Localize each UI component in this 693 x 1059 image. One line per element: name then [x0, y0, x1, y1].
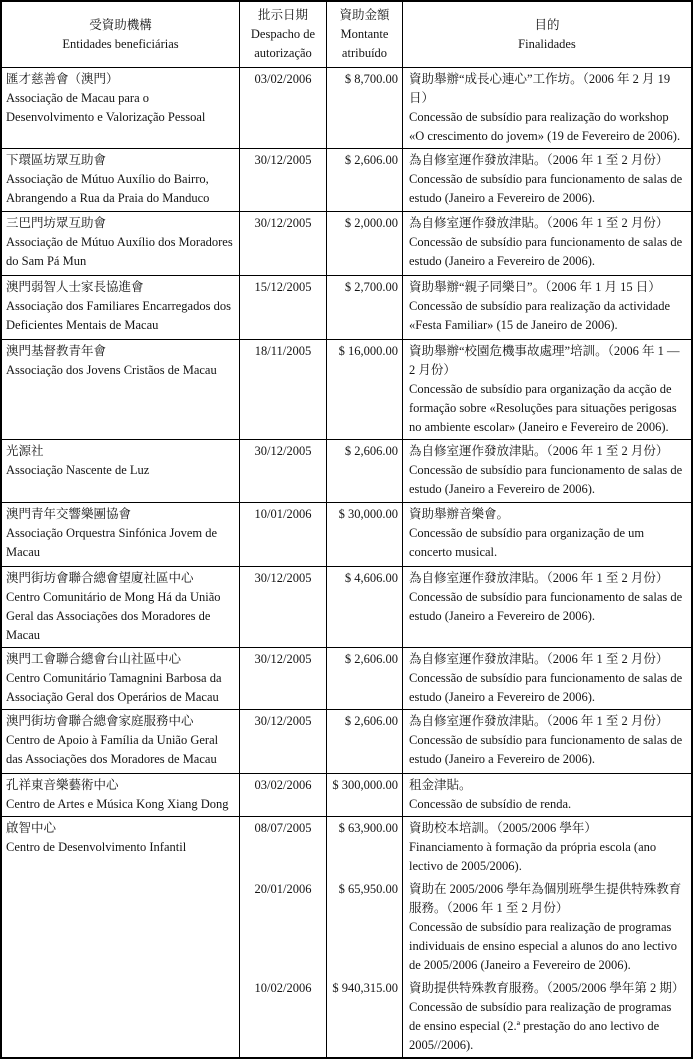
purpose-cell: [403, 440, 691, 502]
entity-name-pt: Associação de Mútuo Auxílio dos Moradores do Sam Pá Mun: [6, 235, 233, 268]
table-row: [2, 211, 691, 275]
entity-cell: [2, 276, 240, 339]
header-date-zh: 批示日期: [257, 8, 308, 22]
authorization-date: 08/07/2005: [240, 817, 327, 878]
entity-name-zh: 澳門青年交響樂團協會: [6, 507, 132, 521]
purpose-cell: [403, 503, 691, 566]
subsidy-amount: $ 65,950.00: [327, 878, 403, 977]
purpose-cell: [403, 276, 691, 339]
purpose-zh: 資助校本培訓。（2005/2006 學年）: [409, 821, 597, 835]
purpose-cell: [403, 878, 691, 977]
purpose-zh: 資助舉辦“成長心連心”工作坊。（2006 年 2 月 19 日）: [409, 72, 671, 105]
entity-name-zh: 澳門基督教青年會: [6, 344, 107, 358]
header-amount-zh: 資助金額: [339, 8, 390, 22]
purpose-pt: Concessão de subsídio de renda.: [409, 797, 572, 811]
purpose-zh: 資助舉辦音樂會。: [409, 507, 510, 521]
subsidy-amount: $ 16,000.00: [327, 340, 403, 439]
header-date-pt: Despacho de autorização: [250, 27, 316, 60]
purpose-zh: 資助在 2005/2006 學年為個別班學生提供特殊教育服務。（2006 年 1 至 2 月份）: [409, 882, 682, 915]
subsidy-entry: [240, 977, 691, 1057]
purpose-cell: [403, 977, 691, 1057]
purpose-pt: Financiamento à formação da própria escola (ano lectivo de 2005/2006).: [409, 840, 657, 873]
header-entity-cell: [2, 2, 240, 67]
table-row: [2, 339, 691, 439]
header-purpose-cell: [403, 2, 691, 67]
entity-name-pt: Centro de Desenvolvimento Infantil: [6, 840, 187, 854]
header-date-cell: [240, 2, 327, 67]
header-amount-pt: Montante atribuído: [340, 27, 389, 60]
entity-name-zh: 匯才慈善會（澳門）: [6, 72, 119, 86]
table-row: [2, 816, 691, 1057]
table-header-row: [2, 2, 691, 67]
purpose-cell: [403, 149, 691, 211]
header-entity-pt: Entidades beneficiárias: [62, 36, 179, 51]
purpose-zh: 為自修室運作發放津貼。（2006 年 1 至 2 月份）: [409, 444, 669, 458]
table-row: [2, 502, 691, 566]
subsidy-amount: $ 63,900.00: [327, 817, 403, 878]
purpose-cell: [403, 340, 691, 439]
authorization-date: 30/12/2005: [240, 710, 327, 773]
purpose-pt: Concessão de subsídio para funcionamento de salas de estudo (Janeiro a Fevereiro de 2006).: [409, 590, 683, 623]
purpose-pt: Concessão de subsídio para organização de um concerto musical.: [409, 526, 645, 559]
entity-name-pt: Associação Nascente de Luz: [6, 463, 150, 477]
entity-cell: [2, 440, 240, 502]
purpose-pt: Concessão de subsídio para realização de programas individuais de ensino especial a alunos do ano lectivo de 2005/2006 (Janeiro a Fevereiro de 2006).: [409, 920, 677, 972]
authorization-date: 30/12/2005: [240, 440, 327, 502]
subsidy-amount: $ 2,700.00: [327, 276, 403, 339]
subsidy-amount: $ 2,000.00: [327, 212, 403, 275]
purpose-cell: [403, 68, 691, 148]
purpose-zh: 資助舉辦“校園危機事故處理”培訓。（2006 年 1 — 2 月份）: [409, 344, 680, 377]
header-entity-zh: 受資助機構: [89, 17, 152, 32]
purpose-zh: 為自修室運作發放津貼。（2006 年 1 至 2 月份）: [409, 216, 669, 230]
purpose-cell: [403, 212, 691, 275]
subsidy-amount: $ 2,606.00: [327, 710, 403, 773]
entity-name-zh: 澳門街坊會聯合總會望廈社區中心: [6, 571, 194, 585]
authorization-date: 20/01/2006: [240, 878, 327, 977]
purpose-pt: Concessão de subsídio para funcionamento de salas de estudo (Janeiro a Fevereiro de 2006).: [409, 671, 683, 704]
entity-name-pt: Centro de Apoio à Família da União Geral das Associações dos Moradores de Macau: [6, 733, 219, 766]
header-purpose-pt: Finalidades: [518, 36, 576, 51]
entity-name-pt: Centro Comunitário Tamagnini Barbosa da Associação Geral dos Operários de Macau: [6, 671, 222, 704]
entity-cell: [2, 710, 240, 773]
entity-name-pt: Associação de Macau para o Desenvolvimento e Valorização Pessoal: [6, 91, 206, 124]
authorization-date: 30/12/2005: [240, 567, 327, 647]
purpose-zh: 為自修室運作發放津貼。（2006 年 1 至 2 月份）: [409, 652, 669, 666]
entity-cell: [2, 774, 240, 816]
entity-name-pt: Associação dos Familiares Encarregados dos Deficientes Mentais de Macau: [6, 299, 231, 332]
entity-name-zh: 澳門街坊會聯合總會家庭服務中心: [6, 714, 194, 728]
subsidy-amount: $ 30,000.00: [327, 503, 403, 566]
entity-name-zh: 下環區坊眾互助會: [6, 153, 107, 167]
purpose-zh: 資助舉辦“親子同樂日”。（2006 年 1 月 15 日）: [409, 280, 661, 294]
entity-name-zh: 澳門工會聯合總會台山社區中心: [6, 652, 182, 666]
purpose-zh: 為自修室運作發放津貼。（2006 年 1 至 2 月份）: [409, 571, 669, 585]
table-row: [2, 148, 691, 211]
table-row: [2, 647, 691, 709]
entity-name-pt: Associação dos Jovens Cristãos de Macau: [6, 363, 217, 377]
purpose-pt: Concessão de subsídio para funcionamento de salas de estudo (Janeiro a Fevereiro de 2006).: [409, 235, 683, 268]
entity-name-pt: Associação de Mútuo Auxílio do Bairro, Abrangendo a Rua da Praia do Manduco: [6, 172, 210, 205]
table-row: [2, 773, 691, 816]
subsidy-entry: [240, 878, 691, 977]
purpose-pt: Concessão de subsídio para realização da actividade «Festa Familiar» (15 de Janeiro de 2006).: [409, 299, 670, 332]
purpose-cell: [403, 648, 691, 709]
subsidy-amount: $ 940,315.00: [327, 977, 403, 1057]
authorization-date: 10/01/2006: [240, 503, 327, 566]
entity-cell: [2, 503, 240, 566]
entity-name-pt: Centro Comunitário de Mong Há da União Geral das Associações dos Moradores de Macau: [6, 590, 221, 642]
entity-cell: [2, 212, 240, 275]
purpose-pt: Concessão de subsídio para realização de programas de ensino especial (2.ª prestação do ano lectivo de 2005//2006).: [409, 1000, 672, 1052]
authorization-date: 10/02/2006: [240, 977, 327, 1057]
entity-cell: [2, 817, 240, 1057]
authorization-date: 03/02/2006: [240, 68, 327, 148]
table-row: [2, 439, 691, 502]
entity-name-zh: 三巴門坊眾互助會: [6, 216, 107, 230]
purpose-pt: Concessão de subsídio para realização do workshop «O crescimento do jovem» (19 de Fevereiro de 2006).: [409, 110, 681, 143]
entity-cell: [2, 567, 240, 647]
purpose-cell: [403, 710, 691, 773]
subsidy-amount: $ 2,606.00: [327, 149, 403, 211]
subsidy-amount: $ 300,000.00: [327, 774, 403, 816]
table-row: [2, 67, 691, 148]
table-row: [2, 709, 691, 773]
authorization-date: 18/11/2005: [240, 340, 327, 439]
table-row: [2, 566, 691, 647]
entity-cell: [2, 340, 240, 439]
header-amount-cell: [327, 2, 403, 67]
authorization-date: 30/12/2005: [240, 149, 327, 211]
purpose-pt: Concessão de subsídio para funcionamento de salas de estudo (Janeiro a Fevereiro de 2006).: [409, 172, 683, 205]
entity-name-zh: 啟智中心: [6, 821, 57, 835]
subsidy-amount: $ 2,606.00: [327, 440, 403, 502]
subsidy-entry: [240, 817, 691, 878]
entity-cell: [2, 149, 240, 211]
purpose-pt: Concessão de subsídio para organização da acção de formação sobre «Resoluções para situações perigosas no ambiente escolar» (Janeiro e Fevereiro de 2006).: [409, 382, 677, 434]
purpose-cell: [403, 567, 691, 647]
subsidy-amount: $ 8,700.00: [327, 68, 403, 148]
purpose-cell: [403, 817, 691, 878]
entity-name-pt: Associação Orquestra Sinfónica Jovem de Macau: [6, 526, 218, 559]
purpose-pt: Concessão de subsídio para funcionamento de salas de estudo (Janeiro a Fevereiro de 2006).: [409, 733, 683, 766]
authorization-date: 03/02/2006: [240, 774, 327, 816]
header-purpose-zh: 目的: [534, 17, 560, 32]
purpose-zh: 為自修室運作發放津貼。（2006 年 1 至 2 月份）: [409, 153, 669, 167]
entity-name-zh: 光源社: [6, 444, 44, 458]
entity-cell: [2, 68, 240, 148]
authorization-date: 30/12/2005: [240, 648, 327, 709]
purpose-pt: Concessão de subsídio para funcionamento de salas de estudo (Janeiro a Fevereiro de 2006).: [409, 463, 683, 496]
authorization-date: 30/12/2005: [240, 212, 327, 275]
entity-name-pt: Centro de Artes e Música Kong Xiang Dong: [6, 797, 229, 811]
entity-cell: [2, 648, 240, 709]
entity-name-zh: 澳門弱智人士家長協進會: [6, 280, 144, 294]
entity-name-zh: 孔祥東音樂藝術中心: [6, 778, 119, 792]
authorization-date: 15/12/2005: [240, 276, 327, 339]
subsidy-amount: $ 2,606.00: [327, 648, 403, 709]
purpose-zh: 租金津貼。: [409, 778, 472, 792]
purpose-zh: 為自修室運作發放津貼。（2006 年 1 至 2 月份）: [409, 714, 669, 728]
table-row: [2, 275, 691, 339]
purpose-cell: [403, 774, 691, 816]
purpose-zh: 資助提供特殊教育服務。（2005/2006 學年第 2 期）: [409, 981, 685, 995]
subsidy-amount: $ 4,606.00: [327, 567, 403, 647]
